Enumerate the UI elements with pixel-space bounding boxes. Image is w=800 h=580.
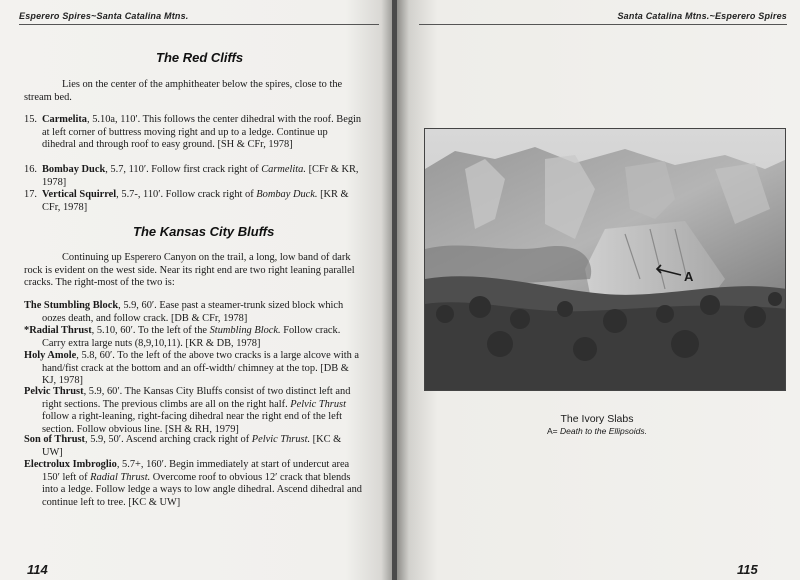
route-reference: Bombay Duck. [256, 189, 318, 200]
route-description: , 5.8, 60′. To the left of the above two cracks is a large alcove with a hand/fist crack at the bottom and an off-width/ chimney at the top. [DB & KJ, 1978] [42, 350, 360, 387]
route-number: 16. [24, 164, 37, 175]
route-name: Pelvic Thrust [24, 386, 84, 397]
page-number-right: 115 [737, 562, 758, 577]
route-number: 15. [24, 114, 37, 125]
route-description: , 5.9, 60′. The Kansas City Bluffs consist of two distinct left and right sections. The previous climbs are all on the right half. [42, 386, 351, 410]
route-description: Follow crack. Carry extra large nuts (8,9,10,11). [KR & DB, 1978] [42, 325, 341, 349]
running-head-right: Santa Catalina Mtns.~Esperero Spires [617, 11, 787, 21]
route-marker-a: A [684, 269, 694, 284]
route-reference: Carmelita. [261, 164, 306, 175]
route-name: Son of Thrust [24, 434, 86, 445]
red-cliffs-title: The Red Cliffs [156, 50, 244, 65]
red-cliffs-intro: Lies on the center of the amphitheater below the spires, close to the stream bed. [24, 79, 343, 103]
route-description: , 5.7-, 110′. Follow crack right of [116, 189, 257, 200]
route-entry [24, 386, 364, 436]
route-description: [KC & UW] [42, 434, 342, 458]
route-entry [24, 434, 364, 459]
route-description: , 5.9, 50′. Ascend arching crack right of [85, 434, 252, 445]
subcaption-route: Death to the Ellipsoids. [560, 426, 647, 436]
photo-caption: The Ivory Slabs [560, 413, 634, 425]
route-description: [CFr & KR, 1978] [42, 164, 359, 188]
route-name: Carmelita [42, 114, 88, 125]
running-head-rule-left [19, 24, 379, 25]
ivory-slabs-photo [424, 128, 786, 391]
route-entry [24, 164, 364, 189]
running-head-left: Esperero Spires~Santa Catalina Mtns. [19, 11, 189, 21]
route-name: The Stumbling Block [24, 300, 119, 311]
route-description: follow a right-leaning, right-facing dihedral near the right end of the left section. Follow obvious line. [SH & RH, 1979] [42, 411, 343, 435]
route-description: , 5.9, 60′. Ease past a steamer-trunk sized block which oozes death, and follow crack. [DB & CFr, 1978] [42, 300, 344, 324]
route-name: Bombay Duck [42, 164, 106, 175]
route-entry [24, 325, 364, 350]
route-name: Electrolux Imbroglio [24, 459, 117, 470]
route-entry [24, 350, 364, 388]
route-name: Vertical Squirrel [42, 189, 117, 200]
route-entry [24, 300, 364, 325]
route-entry [24, 114, 364, 152]
photo-subcaption [497, 426, 697, 436]
route-reference: Pelvic Thrust. [251, 434, 311, 445]
kansas-city-intro: Continuing up Esperero Canyon on the trail, a long, low band of dark rock is evident on the west side. Near its right end are two right leaning parallel cracks. The right-most of the two is: [24, 252, 355, 289]
route-name: *Radial Thrust [24, 325, 92, 336]
page-number-left: 114 [27, 562, 48, 577]
route-number: 17. [24, 189, 37, 200]
subcaption-prefix: A= [547, 426, 558, 436]
route-name: Holy Amole [24, 350, 77, 361]
route-reference: Radial Thrust. [90, 471, 151, 483]
right-page [397, 0, 800, 580]
kansas-city-bluffs-title: The Kansas City Bluffs [133, 224, 275, 239]
route-entry [24, 189, 364, 214]
route-description: , 5.7, 110′. Follow first crack right of [105, 164, 262, 175]
route-reference: Stumbling Block. [209, 325, 281, 336]
route-entry [24, 459, 364, 509]
route-description: , 5.10a, 110′. This follows the center dihedral with the roof. Begin at left corner of buttress moving right and up to a ledge. Continue up dihedral and through roof to easy ground. [SH & CFr, 1978] [42, 114, 362, 151]
route-description: Overcome roof to obvious 12′ crack that blends into a ledge. Follow ledge a ways to low angle dihedral. Ascend dihedral and continue left to tree. [KC & UW] [42, 471, 363, 508]
route-description: , 5.7+, 160′. Begin immediately at start of undercut area 150′ left of [42, 459, 350, 483]
route-description: , 5.10, 60′. To the left of the [91, 325, 210, 336]
route-description: [KR & CFr, 1978] [42, 189, 349, 213]
route-reference: Pelvic Thrust [290, 398, 346, 410]
cliff-photo-illustration [425, 129, 786, 391]
left-page [0, 0, 393, 580]
running-head-rule-right [419, 24, 787, 25]
